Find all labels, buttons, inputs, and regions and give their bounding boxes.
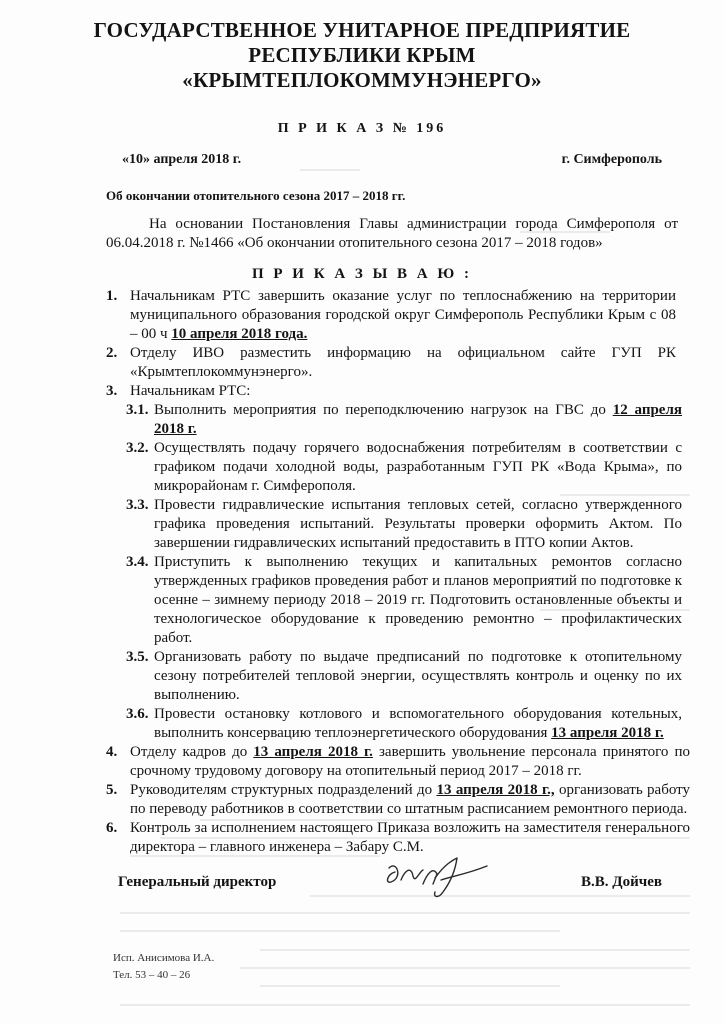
item-3 xyxy=(106,382,676,401)
item-3-6 xyxy=(126,705,682,743)
deadline-date: 13 апреля 2018 г. xyxy=(551,725,664,741)
item-text: организовать работу по переводу работников в соответствии со штатным расписанием ремонтного периода. xyxy=(130,782,690,817)
signatory-name: В.В. Дойчев xyxy=(581,874,662,890)
organization-line-2: РЕСПУБЛИКИ КРЫМ xyxy=(248,43,476,67)
item-number: 2. xyxy=(106,345,118,361)
executor-phone: Тел. 53 – 40 – 26 xyxy=(113,969,191,981)
order-basis: На основании Постановления Главы администрации города Симферополя от 06.04.2018 г. №1466 «Об окончании отопительного сезона 2017 – 2018 годов» xyxy=(106,216,678,251)
item-text: Провести гидравлические испытания тепловых сетей, согласно утвержденного графика проведения испытаний. Результаты проверки оформить Актом. По завершении гидравлических испытаний предоставить в ПТО копии Актов. xyxy=(154,497,682,551)
item-number: 1. xyxy=(106,288,118,304)
deadline-date: 10 апреля 2018 года. xyxy=(171,326,308,342)
order-date: «10» апреля 2018 г. xyxy=(122,152,242,167)
item-3-3 xyxy=(126,496,682,553)
item-number: 3.2. xyxy=(126,440,149,456)
decree-heading: П Р И К А З Ы В А Ю : xyxy=(251,266,473,282)
signatory-position: Генеральный директор xyxy=(118,874,277,890)
item-number: 3.3. xyxy=(126,497,149,513)
item-text: Начальникам РТС завершить оказание услуг по теплоснабжению на территории муниципального образования городской округ Симферополь Республики Крым с 08 – 00 ч xyxy=(130,288,676,342)
item-text: Организовать работу по выдаче предписаний по подготовке к отопительному сезону потребителей тепловой энергии, осуществлять контроль и оценку по их выполнению. xyxy=(154,649,682,703)
item-2 xyxy=(106,344,676,382)
item-text: Контроль за исполнением настоящего Приказа возложить на заместителя генерального директора – главного инженера – Забару С.М. xyxy=(130,820,690,855)
handwritten-signature xyxy=(383,854,495,904)
item-number: 3.5. xyxy=(126,649,149,665)
item-text: завершить увольнение персонала принятого по срочному трудовому договору на отопительный период 2017 – 2018 гг. xyxy=(130,744,690,779)
item-text: Руководителям структурных подразделений до xyxy=(130,782,437,798)
item-text: Выполнить мероприятия по переподключению нагрузок на ГВС до xyxy=(154,402,613,418)
item-3-1 xyxy=(126,401,682,439)
item-number: 4. xyxy=(106,744,118,760)
deadline-date: 12 апреля 2018 г. xyxy=(154,402,682,437)
item-text: Приступить к выполнению текущих и капитальных ремонтов согласно утвержденных графиков проведения работ и планов мероприятий по подготовке к осенне – зимнему периоду 2018 – 2019 гг. Подготовить остановленные объекты и технологическое оборудование к проведению ремонтно – профилактических работ. xyxy=(154,554,682,646)
item-3-5 xyxy=(126,648,682,705)
organization-line-1: ГОСУДАРСТВЕННОЕ УНИТАРНОЕ ПРЕДПРИЯТИЕ xyxy=(93,18,631,42)
item-text: Начальникам РТС: xyxy=(130,383,251,399)
item-text: Отделу ИВО разместить информацию на официальном сайте ГУП РК «Крымтеплокоммунэнерго». xyxy=(130,345,676,380)
item-text: Осуществлять подачу горячего водоснабжения потребителям в соответствии с графиком подачи холодной воды, разработанным ГУП РК «Вода Крыма», по микрорайонам г. Симферополя. xyxy=(154,440,682,494)
deadline-date: 13 апреля 2018 г. xyxy=(253,744,373,760)
organization-header xyxy=(0,18,724,93)
item-4 xyxy=(106,743,690,781)
item-1 xyxy=(106,287,676,344)
item-3-2 xyxy=(126,439,682,496)
item-number: 3. xyxy=(106,383,118,399)
item-text: Провести остановку котлового и вспомогательного оборудования котельных, выполнить консервацию теплоэнергетического оборудования xyxy=(154,706,682,741)
order-title: П Р И К А З № 196 xyxy=(277,121,447,136)
item-number: 5. xyxy=(106,782,118,798)
organization-line-3: «КРЫМТЕПЛОКОММУНЭНЕРГО» xyxy=(182,68,542,92)
item-text: Отделу кадров до xyxy=(130,744,254,760)
deadline-date: 13 апреля 2018 г., xyxy=(436,782,555,798)
executor-info xyxy=(113,950,214,984)
order-subject: Об окончании отопительного сезона 2017 – 2018 гг. xyxy=(106,188,406,203)
executor-name: Исп. Анисимова И.А. xyxy=(113,952,215,964)
item-6 xyxy=(106,819,690,857)
order-city: г. Симферополь xyxy=(561,152,662,167)
item-number: 3.6. xyxy=(126,706,149,722)
item-number: 3.4. xyxy=(126,554,149,570)
order-items xyxy=(0,287,724,857)
item-3-4 xyxy=(126,553,682,648)
item-number: 3.1. xyxy=(126,402,149,418)
item-5 xyxy=(106,781,690,819)
item-number: 6. xyxy=(106,820,118,836)
